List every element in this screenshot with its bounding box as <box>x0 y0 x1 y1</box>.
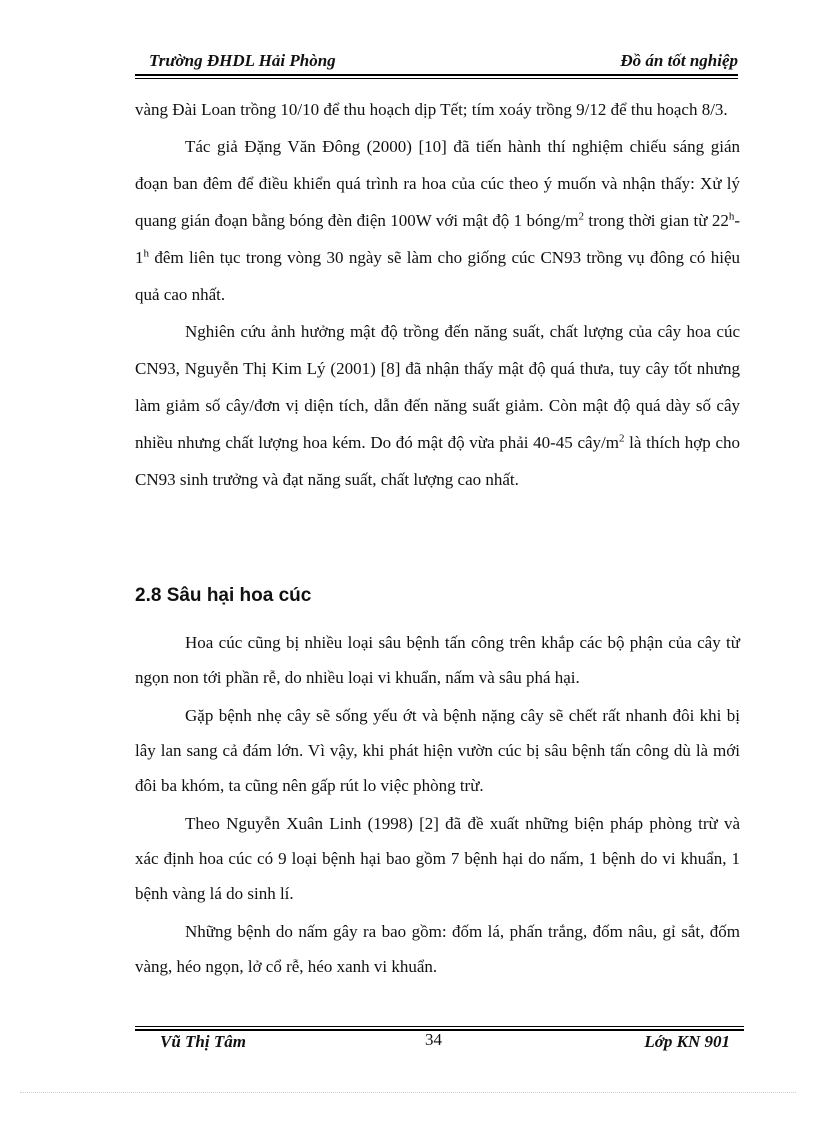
paragraph-continuation: vàng Đài Loan trồng 10/10 để thu hoạch dịp Tết; tím xoáy trồng 9/12 để thu hoạch 8/3. <box>135 100 728 119</box>
paragraph-dang-van-dong <box>135 128 740 313</box>
header-rule <box>135 78 738 79</box>
paragraph-text: đêm liên tục trong vòng 30 ngày sẽ làm cho giống cúc CN93 trồng vụ đông có hiệu quả cao nhất. <box>135 248 740 304</box>
superscript: h <box>728 210 735 223</box>
body-text-top <box>135 91 740 498</box>
section-heading: 2.8 Sâu hại hoa cúc <box>135 585 312 606</box>
paragraph-nguyen-xuan-linh: Theo Nguyễn Xuân Linh (1998) [2] đã đề xuất những biện pháp phòng trừ và xác định hoa cúc có 9 loại bệnh hại bao gồm 7 bệnh hại do nấm, 1 bệnh do vi khuẩn, 1 bệnh vàng lá do sinh lí. <box>135 814 740 903</box>
footer-rule-thin <box>135 1026 744 1027</box>
paragraph-disease-severity: Gặp bệnh nhẹ cây sẽ sống yếu ớt và bệnh nặng cây sẽ chết rất nhanh đôi khi bị lây lan sang cả đám lớn. Vì vậy, khi phát hiện vườn cúc bị sâu bệnh tấn công dù là mới đôi ba khóm, ta cũng nên gấp rút lo việc phòng trừ. <box>135 706 740 795</box>
superscript: 2 <box>578 210 584 223</box>
page-header <box>135 50 738 76</box>
paragraph-text: Nghiên cứu ảnh hưởng mật độ trồng đến năng suất, chất lượng của cây hoa cúc CN93, Nguyễn Thị Kim Lý (2001) [8] đã nhận thấy mật độ quá thưa, tuy cây tốt nhưng làm giảm số cây/đơn vị diện tích, dẫn đến năng suất giảm. Còn mật độ quá dày số cây nhiều nhưng chất lượng hoa kém. Do đó mật độ vừa phải 40-45 cây/m <box>135 322 740 452</box>
page-number: 34 <box>425 1030 442 1049</box>
header-document-type: Đồ án tốt nghiệp <box>620 51 738 70</box>
superscript: 2 <box>619 432 625 445</box>
footer-author: Vũ Thị Tâm <box>160 1032 246 1051</box>
body-text-section <box>135 625 740 987</box>
paragraph-text: -1 <box>135 211 741 267</box>
header-institution: Trường ĐHDL Hải Phòng <box>149 51 336 70</box>
footer-class: Lớp KN 901 <box>644 1032 730 1051</box>
paragraph-text: Tác giả Đặng Văn Đông (2000) [10] đã tiến hành thí nghiệm chiếu sáng gián đoạn ban đêm để điều khiển quá trình ra hoa của cúc theo ý muốn và nhận thấy: Xử lý quang gián đoạn bằng bóng đèn điện 100W với mật độ 1 bóng/m <box>135 137 740 230</box>
page-bottom-dotted-rule <box>20 1092 796 1093</box>
superscript: h <box>143 247 149 260</box>
paragraph-planting-density <box>135 313 740 498</box>
paragraph-text: trong thời gian từ 22 <box>583 211 729 230</box>
paragraph-pests-overview: Hoa cúc cũng bị nhiều loại sâu bệnh tấn công trên khắp các bộ phận của cây từ ngọn non tới phần rễ, do nhiều loại vi khuẩn, nấm và sâu phá hại. <box>135 633 740 687</box>
paragraph-text: là thích hợp cho CN93 sinh trưởng và đạt năng suất, chất lượng cao nhất. <box>135 433 740 489</box>
paragraph-fungal-diseases: Những bệnh do nấm gây ra bao gồm: đốm lá, phấn trắng, đốm nâu, gỉ sắt, đốm vàng, héo ngọn, lở cổ rễ, héo xanh vi khuẩn. <box>135 922 740 976</box>
